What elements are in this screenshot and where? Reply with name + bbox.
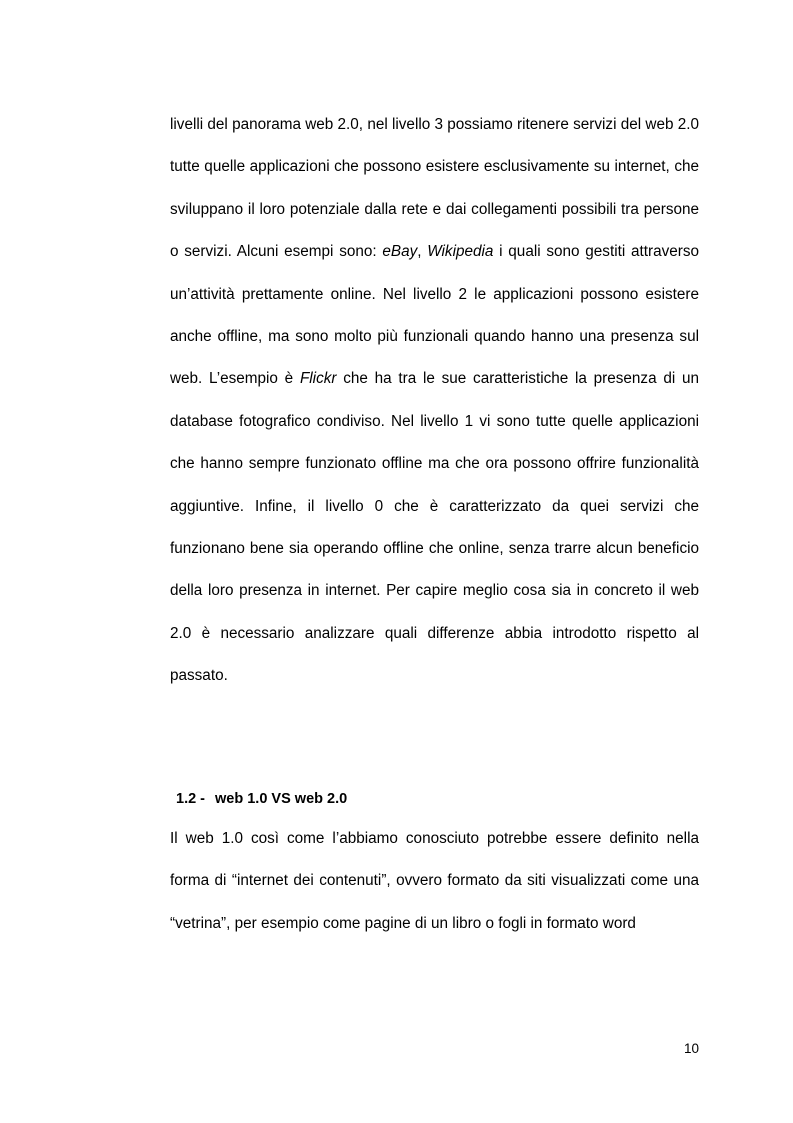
section-number: 1.2 - xyxy=(176,791,206,807)
paragraph-text: livelli del panorama web 2.0, nel livello 3 possiamo ritenere servizi del web 2.0 tutte quelle applicazioni che possono esistere esclusivamente su internet, che sviluppano il loro potenziale dalla rete e dai collegamenti possibili tra persone o servizi. Alcuni esempi sono: xyxy=(170,116,699,261)
body-paragraph: Il web 1.0 così come l’abbiamo conosciuto potrebbe essere definito nella forma di “internet dei contenuti”, ovvero formato da siti visualizzati come una “vetrina”, per esempio come pagine di un libro o fogli in formato word xyxy=(170,830,699,932)
page-number: 10 xyxy=(683,1041,699,1056)
paragraph-text: che ha tra le sue caratteristiche la presenza di un database fotografico condiviso. Nel livello 1 vi sono tutte quelle applicazioni che hanno sempre funzionato offline ma che ora possono offrire funzionalità aggiuntive. Infine, il livello 0 che è caratterizzato da quei servizi che funzionano bene sia operando offline che online, senza trarre alcun beneficio della loro presenza in internet. Per capire meglio cosa sia in concreto il web 2.0 è necessario analizzare quali differenze abbia introdotto rispetto al passato. xyxy=(170,370,699,685)
paragraph-text: i quali sono gestiti attraverso un’attività prettamente online. Nel livello 2 le applicazioni possono esistere anche offline, ma sono molto più funzionali quando hanno una presenza sul web. L’esempio è xyxy=(170,243,699,388)
paragraph-text: , xyxy=(417,243,428,261)
body-paragraph xyxy=(170,104,699,698)
italic-term-flickr: Flickr xyxy=(299,370,337,388)
italic-term-wikipedia: Wikipedia xyxy=(427,243,494,261)
section-title: web 1.0 VS web 2.0 xyxy=(215,791,348,807)
section-heading xyxy=(176,789,347,809)
italic-term-ebay: eBay xyxy=(382,243,418,261)
